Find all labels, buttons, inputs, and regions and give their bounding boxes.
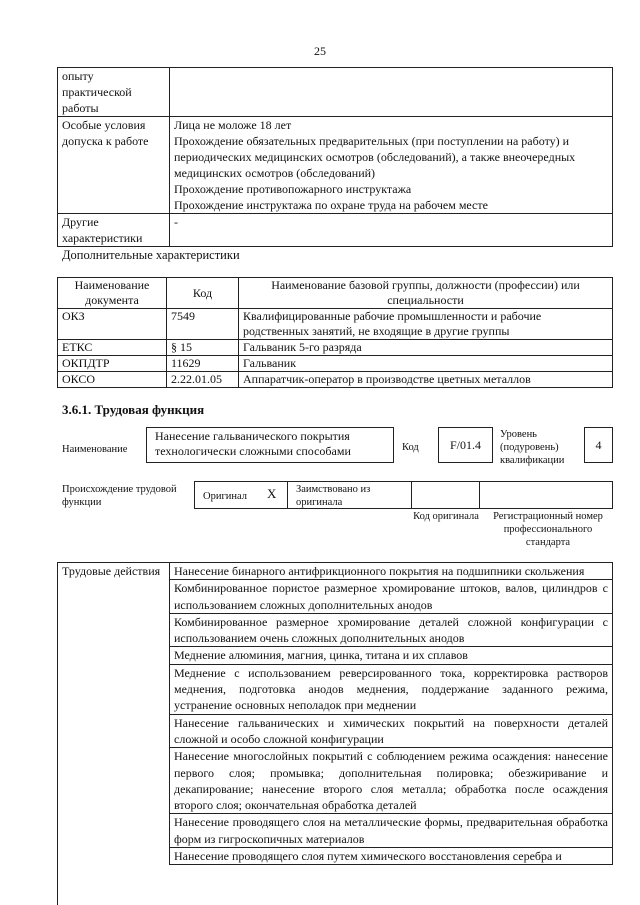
code-original-box	[411, 481, 480, 509]
original-box	[194, 481, 288, 509]
row-label: Особые условия допуска к работе	[58, 117, 170, 214]
function-code-box: F/01.4	[438, 427, 493, 463]
table-row	[58, 309, 613, 340]
labor-actions-label: Трудовые действия	[57, 562, 170, 905]
borrowed-box	[287, 481, 412, 509]
table-header-row	[58, 278, 613, 309]
list-item: Нанесение бинарного антифрикционного покрытия на подшипники скольжения	[170, 563, 613, 580]
row-value: -	[170, 214, 613, 247]
cell: ОКЗ	[58, 309, 167, 340]
cell: Квалифицированные рабочие промышленности и рабочие родственных занятий, не входящие в другие группы	[239, 309, 613, 340]
condition-line: Прохождение противопожарного инструктажа	[174, 182, 412, 196]
cell: 11629	[167, 356, 239, 372]
list-item: Комбинированное пористое размерное хромирование штоков, валов, цилиндров с использованием сложных дополнительных анодов	[170, 580, 613, 614]
qualification-table	[57, 67, 613, 247]
cell: § 15	[167, 340, 239, 356]
row-label: Другие характеристики	[58, 214, 170, 247]
code-original-label: Код оригинала	[413, 511, 479, 522]
code-label: Код	[402, 442, 419, 453]
cell: 2.22.01.05	[167, 372, 239, 388]
cell: Гальваник 5-го разряда	[239, 340, 613, 356]
list-item: Меднение алюминия, магния, цинка, титана и их сплавов	[170, 647, 613, 664]
function-name-box: Нанесение гальванического покрытия технологически сложными способами	[146, 427, 394, 463]
row-label: опыту практической работы	[58, 68, 170, 117]
list-item: Комбинированное размерное хромирование деталей сложной конфигурации с использованием очень сложных дополнительных анодов	[170, 613, 613, 647]
column-header: Наименование базовой группы, должности (профессии) или специальности	[239, 278, 613, 309]
cell: ОКСО	[58, 372, 167, 388]
table-row	[58, 117, 613, 214]
list-item: Нанесение проводящего слоя на металлические формы, предварительная обработка форм из гигроскопичных материалов	[170, 814, 613, 848]
table-row	[58, 372, 613, 388]
list-item: Нанесение проводящего слоя путем химического восстановления серебра и	[170, 848, 613, 865]
condition-line: Прохождение инструктажа по охране труда на рабочем месте	[174, 198, 488, 212]
condition-line: Прохождение обязательных предварительных (при поступлении на работу) и периодических медицинских осмотров (обследований), а также внеочередных медицинских осмотров (обследований)	[174, 134, 576, 180]
column-header: Наименование документа	[58, 278, 167, 309]
original-mark: X	[267, 486, 277, 501]
name-label: Наименование	[62, 444, 128, 455]
cell: ЕТКС	[58, 340, 167, 356]
list-item: Меднение с использованием реверсированного тока, корректировка растворов меднения, подготовка анодов меднения, поддержание заданного режима, устранение основных неполадок при меднении	[170, 664, 613, 714]
table-row	[58, 68, 613, 117]
condition-line: Лица не моложе 18 лет	[174, 118, 292, 132]
column-header: Код	[167, 278, 239, 309]
borrowed-label: Заимствовано из оригинала	[296, 484, 371, 508]
row-value	[170, 68, 613, 117]
function-heading: 3.6.1. Трудовая функция	[62, 402, 205, 417]
additional-characteristics-table	[57, 277, 613, 388]
cell: Гальваник	[239, 356, 613, 372]
original-label: Оригинал	[203, 491, 247, 502]
labor-actions-table	[169, 562, 613, 865]
table-row	[58, 356, 613, 372]
table-row	[58, 214, 613, 247]
cell: Аппаратчик-оператор в производстве цветных металлов	[239, 372, 613, 388]
list-item: Нанесение гальванических и химических покрытий на поверхности деталей сложной и особо сложной конфигурации	[170, 714, 613, 748]
cell: 7549	[167, 309, 239, 340]
list-item: Нанесение многослойных покрытий с соблюдением режима осаждения: нанесение первого слоя; промывка; дополнительная полировка; обезжиривание и декапирование; нанесение второго слоя металла; обработка после осаждения второго слоя; окончательная обработка деталей	[170, 748, 613, 814]
origin-label: Происхождение трудовой функции	[62, 484, 177, 508]
cell: ОКПДТР	[58, 356, 167, 372]
table-row	[58, 340, 613, 356]
reg-number-box	[479, 481, 613, 509]
level-box: 4	[584, 427, 613, 463]
reg-number-label: Регистрационный номер профессионального стандарта	[493, 511, 603, 548]
page-number: 25	[314, 44, 326, 58]
section-title: Дополнительные характеристики	[62, 248, 240, 262]
level-label: Уровень (подуровень) квалификации	[500, 429, 565, 466]
